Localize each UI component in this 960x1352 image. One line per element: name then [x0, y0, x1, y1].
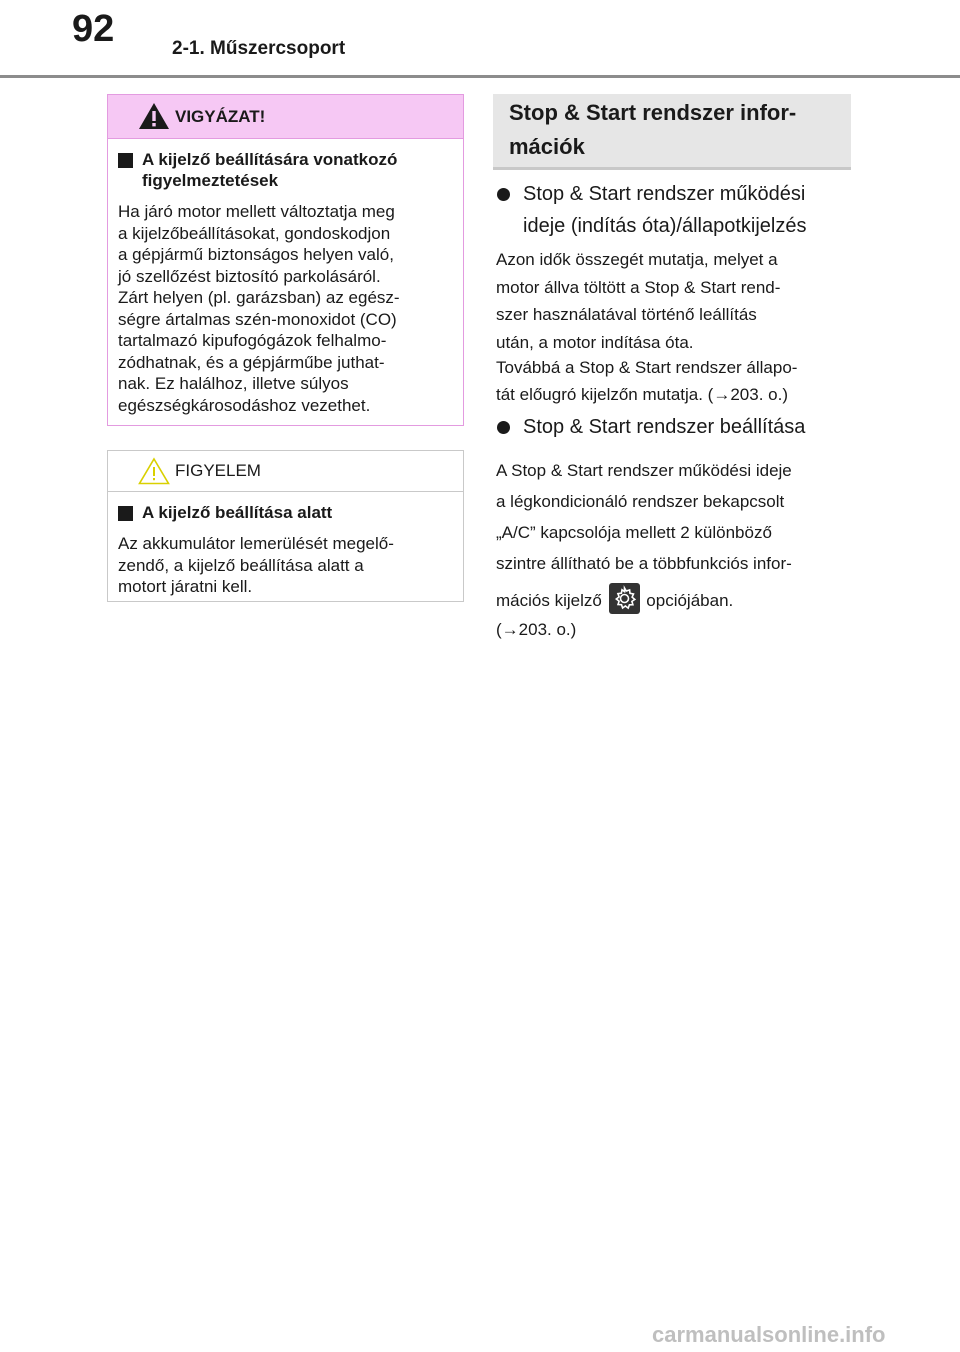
settings-gear-icon [609, 583, 640, 614]
warning-box [107, 94, 464, 426]
notice-subheading: A kijelző beállítása alatt [118, 502, 451, 523]
page-header [0, 0, 960, 80]
warning-triangle-icon [138, 102, 170, 130]
caution-triangle-icon [138, 457, 170, 485]
square-bullet-icon [118, 153, 133, 168]
warning-text: Ha járó motor mellett változtatja meg a kijelzőbeállításokat, gondoskodjon a gépjármű biztonságos helyen való, jó szellőzést biztosító parkolásáról. Zárt helyen (pl. garázsban) az egész- ségre ártalmas szén-monoxidot (CO) tartalmazó kipufogógázok felhalmo- zódhatnak, és a gépjárműbe juthat- nak. Ez halálhoz, illetve súlyos egészségkárosodáshoz vezethet. [118, 202, 400, 415]
item2-heading: Stop & Start rendszer beállítása [497, 411, 857, 443]
page-reference: (→203. o.) [496, 620, 577, 639]
warning-box-header [108, 95, 463, 139]
item1-heading: Stop & Start rendszer működési ideje (indítás óta)/állapotkijelzés [497, 178, 857, 242]
item2-text: A Stop & Start rendszer működési ideje a légkondicionáló rendszer bekapcsolt „A/C” kapcsolója mellett 2 különböző szintre állítható be a többfunkciós infor- mációs kijelző opciójában. [496, 455, 846, 617]
watermark: carmanualsonline.info [652, 1322, 886, 1347]
header-divider [0, 75, 960, 78]
item1-text: Azon idők összegét mutatja, melyet a motor állva töltött a Stop & Start rend- szer használatával történő leállítás után, a motor indítása óta. Továbbá a Stop & Start rendszer állapo- tát előugró kijelzőn mutatja. (→203. o.) [496, 250, 798, 404]
notice-box-header [108, 451, 463, 492]
square-bullet-icon [118, 506, 133, 521]
page-number: 92 [72, 8, 115, 50]
warning-box-title: VIGYÁZAT! [175, 107, 266, 126]
bullet-dot-icon [497, 421, 510, 434]
warning-subheading: A kijelző beállítására vonatkozó figyelmeztetések [118, 149, 451, 191]
chapter-title: 2-1. Műszercsoport [172, 38, 346, 59]
notice-box-title: FIGYELEM [175, 461, 261, 480]
notice-box [107, 450, 464, 602]
section-heading [493, 94, 851, 170]
bullet-dot-icon [497, 188, 510, 201]
notice-text: Az akkumulátor lemerülését megelő- zendő, a kijelző beállítása alatt a motort járatni kell. [118, 534, 394, 596]
section-title: Stop & Start rendszer infor- mációk [509, 100, 797, 159]
